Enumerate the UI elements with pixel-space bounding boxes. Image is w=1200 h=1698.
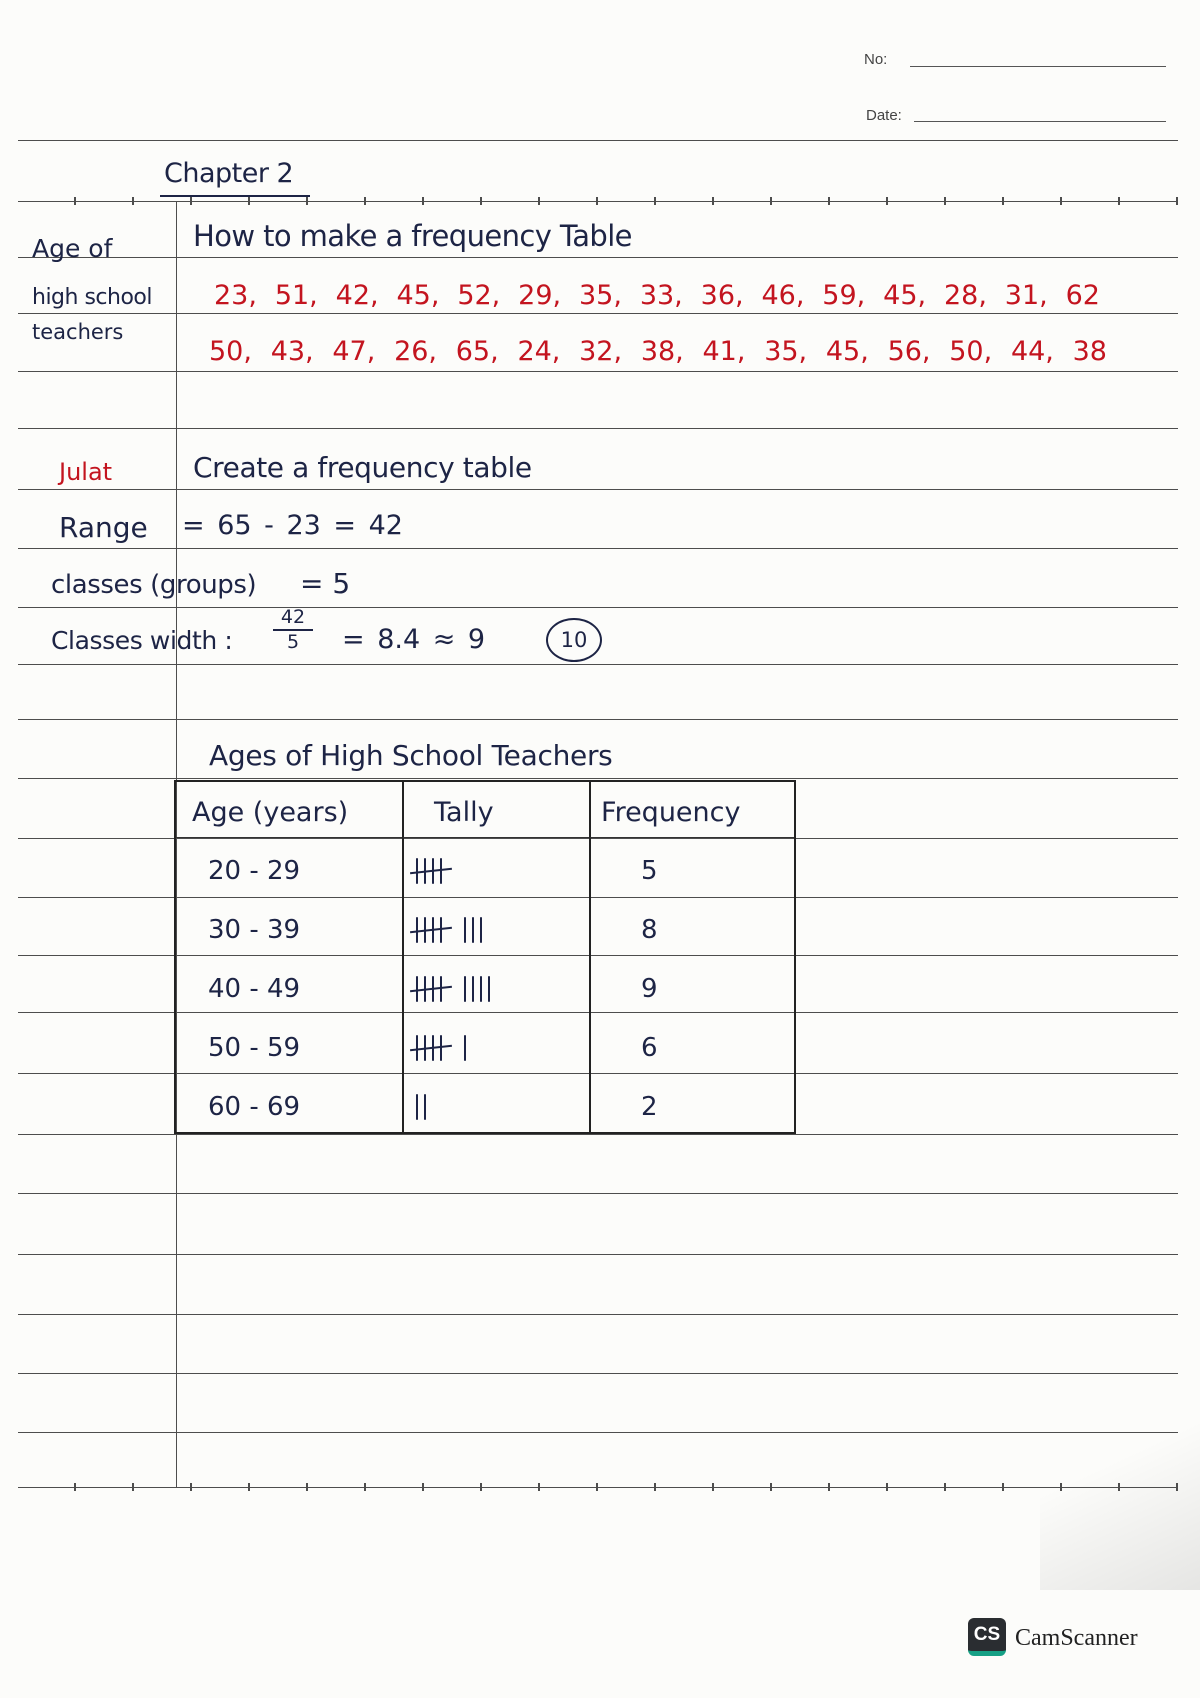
ruled-line: [18, 664, 1178, 665]
ages-data-row-1: 23, 51, 42, 45, 52, 29, 35, 33, 36, 46, 59, 45, 28, 31, 62: [214, 282, 1100, 311]
range-label: Range: [59, 511, 148, 544]
tally-stroke: [480, 976, 482, 1002]
age-class-cell: 40 - 49: [208, 973, 301, 1004]
frequency-cell: 2: [589, 1073, 794, 1132]
frequency-cell: 8: [589, 897, 794, 956]
tally-cell: [402, 838, 589, 897]
tally-remainder: [464, 1035, 472, 1061]
tally-cell: [402, 1014, 589, 1073]
tally-stroke: [440, 917, 442, 943]
ruled-line: [18, 1432, 1178, 1433]
age-class-cell: 50 - 59: [208, 1032, 301, 1063]
ruled-line: [18, 778, 1178, 779]
margin-label-line-2: high school: [32, 285, 152, 310]
ruled-line: [18, 1314, 1178, 1315]
julat-label: Julat: [59, 458, 113, 486]
class-width-label: Classes width :: [51, 626, 233, 655]
range-expression: = 65 - 23 = 42: [182, 510, 403, 541]
fraction-numerator: 42: [273, 608, 313, 631]
header-age: Age (years): [176, 782, 402, 838]
tally-stroke: [472, 976, 474, 1002]
tally-stroke: [440, 858, 442, 884]
frequency-table: [174, 780, 796, 1134]
tally-stroke: [488, 976, 490, 1002]
table-title: Ages of High School Teachers: [209, 739, 613, 772]
task-heading: Create a frequency table: [193, 451, 532, 484]
date-field-line: [914, 121, 1166, 122]
no-field-line: [910, 66, 1166, 67]
ruled-line: [18, 140, 1178, 141]
class-width-fraction: [273, 608, 313, 652]
header-tally: Tally: [402, 782, 589, 838]
margin-label-line-1: Age of: [32, 234, 113, 263]
tally-stroke: [480, 917, 482, 943]
date-label: Date:: [866, 107, 902, 124]
tally-cell: [402, 1073, 589, 1132]
tally-group-of-five: [416, 1035, 448, 1061]
ruler-ticks: [18, 1483, 1178, 1491]
age-class-cell: 60 - 69: [208, 1091, 301, 1122]
tally-remainder: [416, 1094, 432, 1120]
frequency-cell: 9: [589, 956, 794, 1015]
ruled-line: [18, 371, 1178, 372]
ruled-line: [18, 1134, 1178, 1135]
ruled-line: [18, 1254, 1178, 1255]
ruled-line: [18, 719, 1178, 720]
frequency-cell: 5: [589, 838, 794, 897]
ages-data-row-2: 50, 43, 47, 26, 65, 24, 32, 38, 41, 35, 45, 56, 50, 44, 38: [209, 338, 1107, 367]
tally-stroke: [472, 917, 474, 943]
age-class-cell: 30 - 39: [208, 915, 301, 946]
tally-stroke: [424, 1094, 426, 1120]
ruled-line: [18, 1193, 1178, 1194]
ruled-line: [18, 1373, 1178, 1374]
chapter-underline: [160, 195, 310, 197]
tally-remainder: [464, 917, 488, 943]
age-class-cell: 20 - 29: [208, 856, 301, 887]
classes-label: classes (groups): [51, 570, 257, 600]
circled-class-width: 10: [546, 618, 602, 662]
classes-expression: = 5: [300, 567, 351, 600]
ruled-line: [18, 257, 1178, 258]
section-heading: How to make a frequency Table: [193, 219, 632, 253]
tally-cell: [402, 897, 589, 956]
chapter-title: Chapter 2: [164, 158, 294, 189]
tally-group-of-five: [416, 976, 448, 1002]
class-width-expression: = 8.4 ≈ 9: [342, 624, 486, 655]
no-label: No:: [864, 51, 888, 68]
frequency-cell: 6: [589, 1014, 794, 1073]
tally-group-of-five: [416, 917, 448, 943]
header-frequency: Frequency: [589, 782, 794, 838]
tally-stroke: [464, 1035, 466, 1061]
tally-stroke: [464, 976, 466, 1002]
tally-remainder: [464, 976, 496, 1002]
tally-cell: [402, 956, 589, 1015]
ruler-ticks: [18, 197, 1178, 205]
ruled-line: [18, 607, 1178, 608]
tally-stroke: [416, 1094, 418, 1120]
tally-group-of-five: [416, 858, 448, 884]
camscanner-logo: CS: [968, 1618, 1006, 1656]
fraction-denominator: 5: [286, 631, 300, 653]
ruled-line: [18, 548, 1178, 549]
tally-stroke: [464, 917, 466, 943]
ruled-line: [18, 428, 1178, 429]
ruled-line: [18, 489, 1178, 490]
margin-label-line-3: teachers: [32, 320, 124, 344]
camscanner-brand: CamScanner: [1015, 1625, 1138, 1651]
